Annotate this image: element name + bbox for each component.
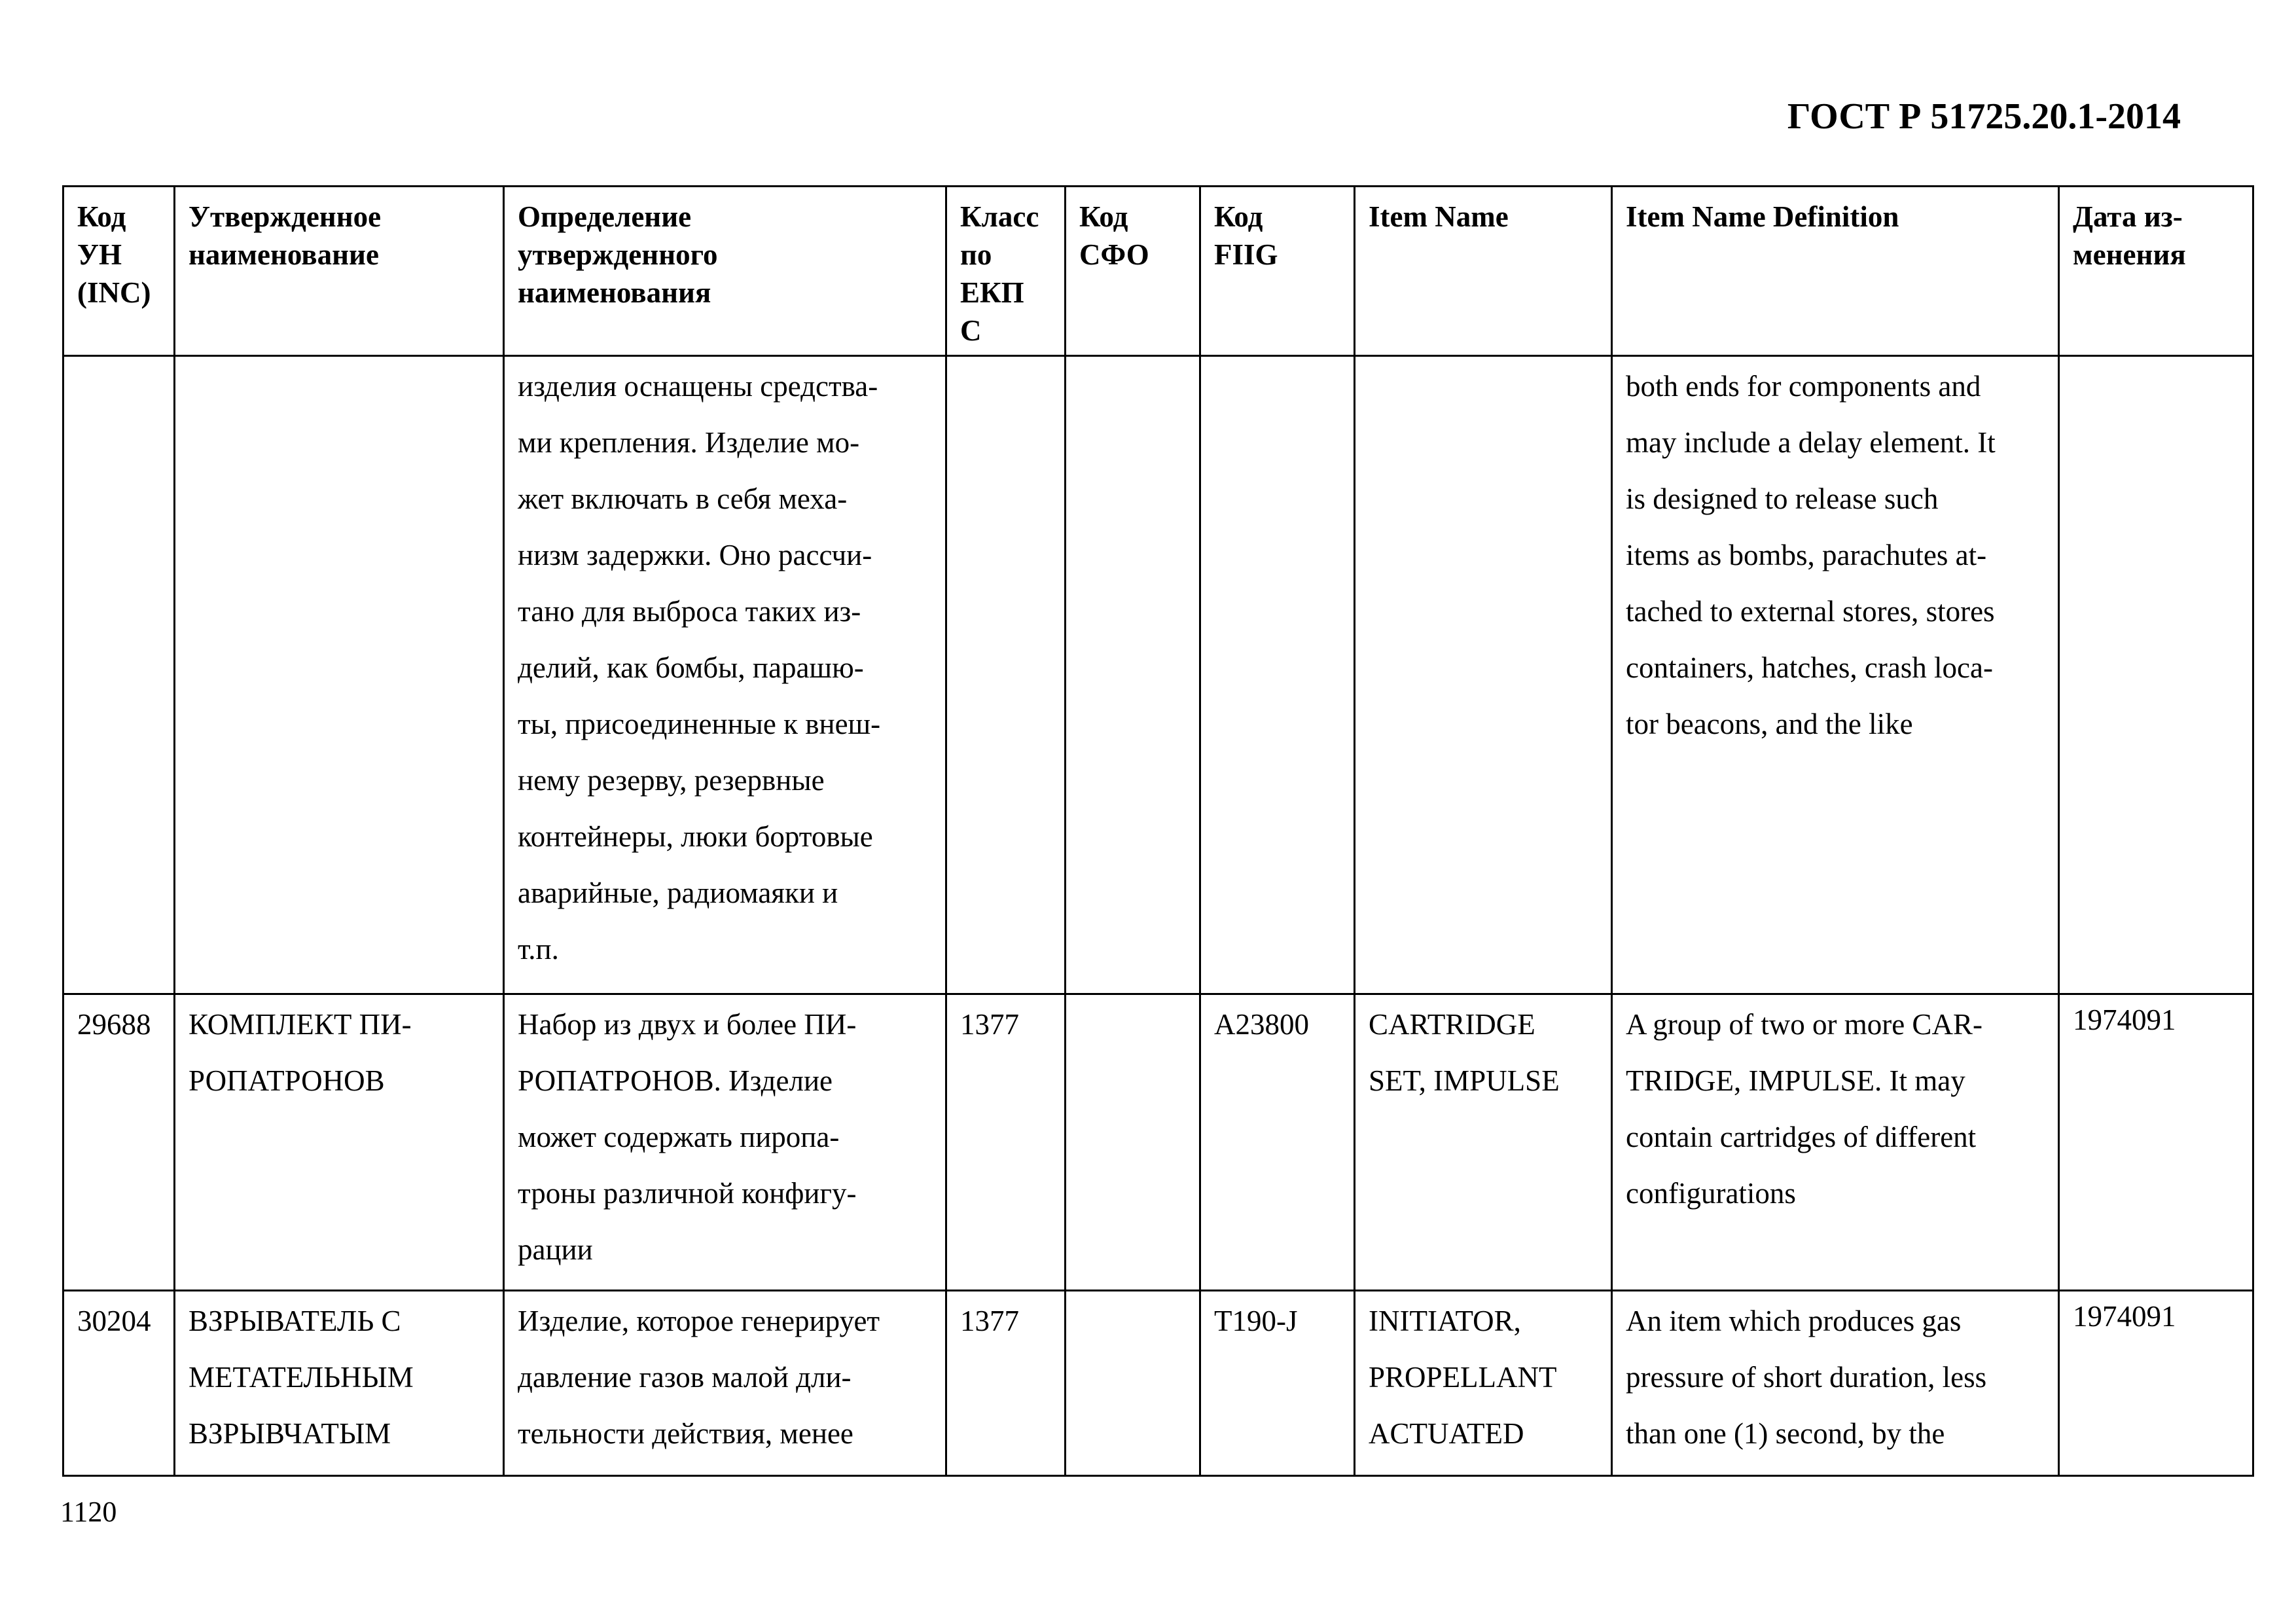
col-header-change-date: Дата из- менения <box>2059 187 2253 356</box>
catalog-table <box>62 185 2254 1477</box>
cell-inc: 30204 <box>63 1291 175 1476</box>
col-header-sfo: Код СФО <box>1066 187 1200 356</box>
cell-item-name <box>1355 356 1612 994</box>
cell-item-definition: both ends for components and may include a delay element. It is designed to release such items as bombs, parachutes at- tached to external stores, stores containers, hatches, crash loca- tor beacons, and the like <box>1612 356 2059 994</box>
col-header-class: Класс по ЕКП С <box>946 187 1066 356</box>
cell-name-definition: изделия оснащены средства- ми крепления. Изделие мо- жет включать в себя меха- низм задержки. Оно рассчи- тано для выброса таких из- делий, как бомбы, парашю- ты, присоединенные к внеш- нему резерву, резервные контейнеры, люки бортовые аварийные, радиомаяки и т.п. <box>504 356 946 994</box>
col-header-approved-name: Утвержденное наименование <box>175 187 504 356</box>
cell-fiig: A23800 <box>1200 994 1355 1291</box>
cell-change-date: 1974091 <box>2059 1291 2253 1476</box>
table-row <box>63 994 2253 1291</box>
document-code: ГОСТ Р 51725.20.1-2014 <box>1787 96 2181 137</box>
table-row <box>63 1291 2253 1476</box>
cell-item-name: CARTRIDGE SET, IMPULSE <box>1355 994 1612 1291</box>
cell-class: 1377 <box>946 1291 1066 1476</box>
col-header-item-name: Item Name <box>1355 187 1612 356</box>
cell-fiig: T190-J <box>1200 1291 1355 1476</box>
col-header-fiig: Код FIIG <box>1200 187 1355 356</box>
cell-approved-name <box>175 356 504 994</box>
cell-sfo <box>1066 356 1200 994</box>
col-header-item-definition: Item Name Definition <box>1612 187 2059 356</box>
table-header-row <box>63 187 2253 356</box>
cell-sfo <box>1066 1291 1200 1476</box>
cell-name-definition: Изделие, которое генерирует давление газов малой дли- тельности действия, менее <box>504 1291 946 1476</box>
cell-inc: 29688 <box>63 994 175 1291</box>
cell-name-definition: Набор из двух и более ПИ- РОПАТРОНОВ. Изделие может содержать пиропа- троны различной конфигу- рации <box>504 994 946 1291</box>
cell-item-definition: An item which produces gas pressure of short duration, less than one (1) second, by the <box>1612 1291 2059 1476</box>
cell-change-date: 1974091 <box>2059 994 2253 1291</box>
cell-class: 1377 <box>946 994 1066 1291</box>
col-header-inc: Код УН (INC) <box>63 187 175 356</box>
cell-fiig <box>1200 356 1355 994</box>
cell-class <box>946 356 1066 994</box>
page-number: 1120 <box>60 1496 117 1528</box>
col-header-name-definition: Определение утвержденного наименования <box>504 187 946 356</box>
cell-sfo <box>1066 994 1200 1291</box>
cell-approved-name: ВЗРЫВАТЕЛЬ С МЕТАТЕЛЬНЫМ ВЗРЫВЧАТЫМ <box>175 1291 504 1476</box>
cell-inc <box>63 356 175 994</box>
cell-item-name: INITIATOR, PROPELLANT ACTUATED <box>1355 1291 1612 1476</box>
cell-item-definition: A group of two or more CAR- TRIDGE, IMPULSE. It may contain cartridges of different configurations <box>1612 994 2059 1291</box>
cell-approved-name: КОМПЛЕКТ ПИ- РОПАТРОНОВ <box>175 994 504 1291</box>
table-row <box>63 356 2253 994</box>
cell-change-date <box>2059 356 2253 994</box>
